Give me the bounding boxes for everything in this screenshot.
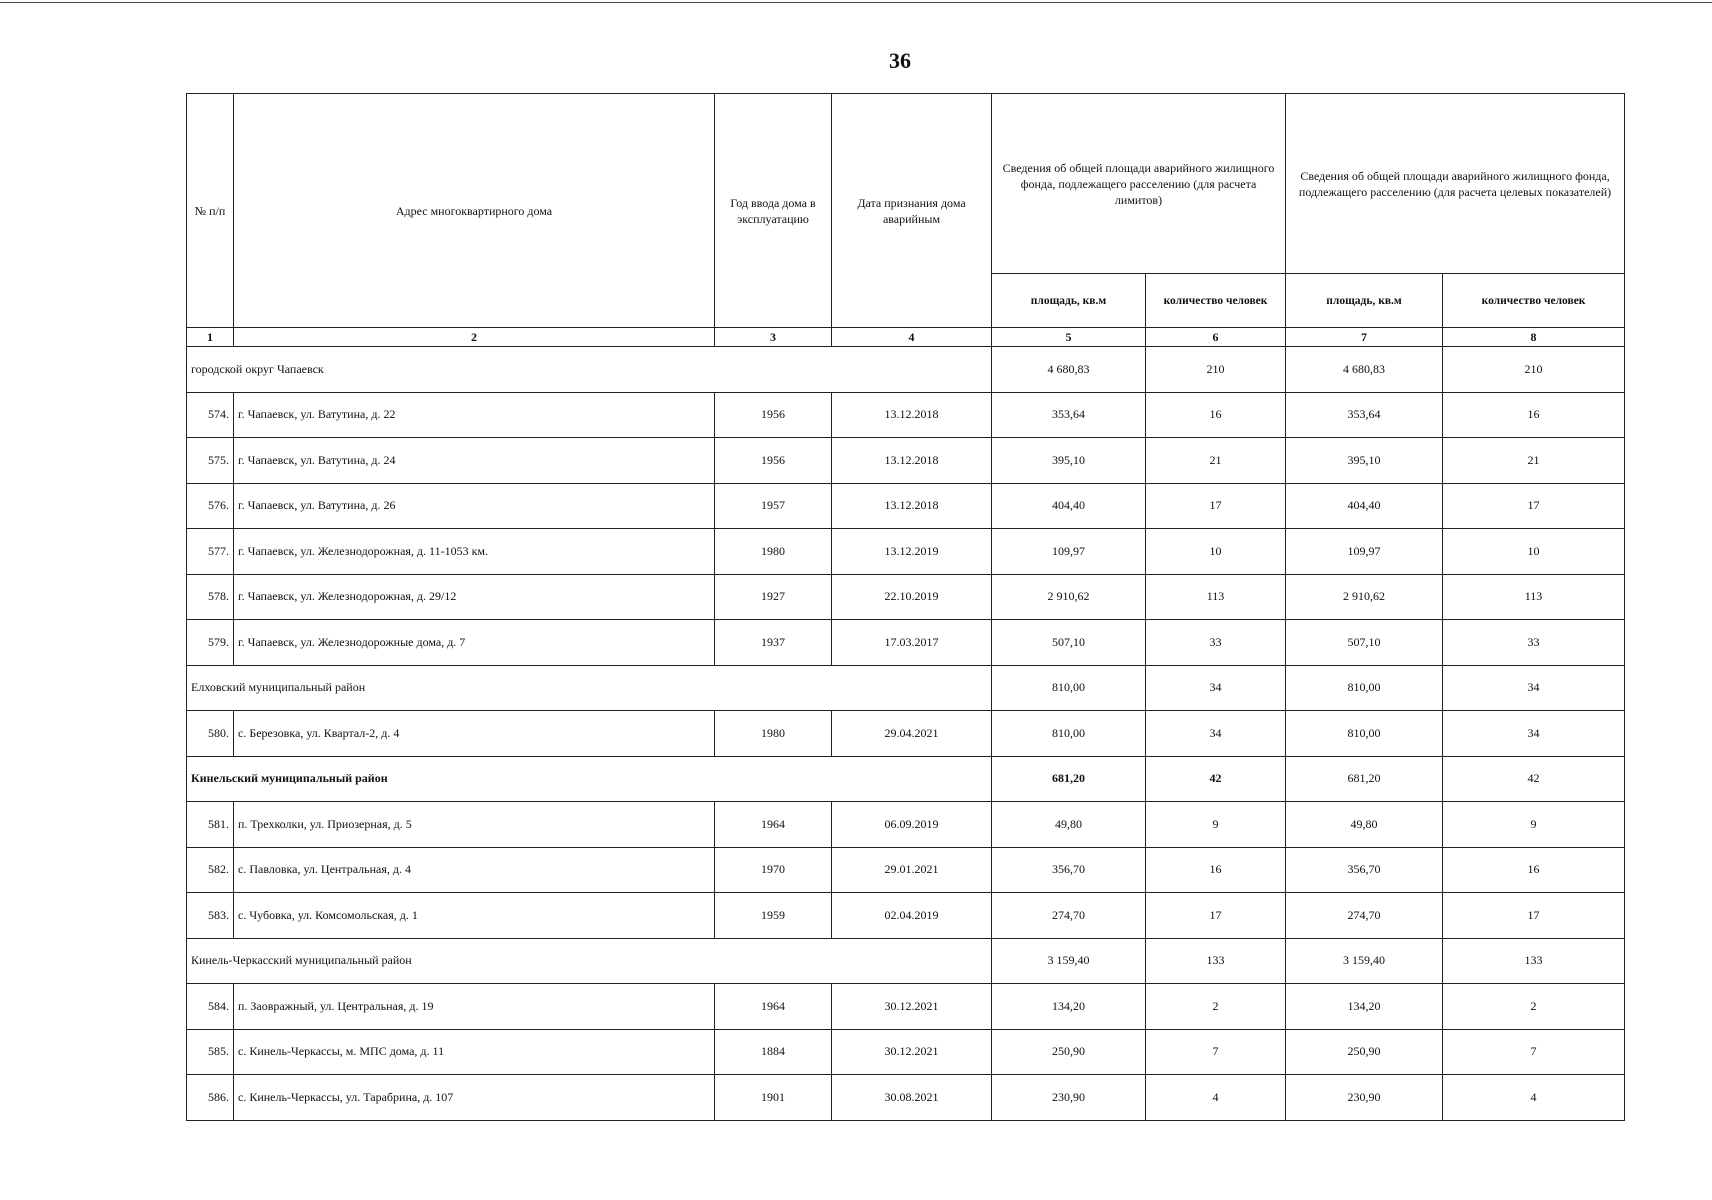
row-area-targets: 810,00 <box>1286 711 1443 757</box>
row-date: 17.03.2017 <box>832 620 992 666</box>
column-number: 4 <box>832 328 992 347</box>
row-people-limits: 33 <box>1146 620 1286 666</box>
column-number: 1 <box>187 328 234 347</box>
table-body <box>187 328 1625 1121</box>
row-number: 578. <box>187 574 234 620</box>
column-number: 5 <box>992 328 1146 347</box>
row-people-limits: 113 <box>1146 574 1286 620</box>
row-address: г. Чапаевск, ул. Железнодорожные дома, д. 7 <box>234 620 715 666</box>
section-name: городской округ Чапаевск <box>187 347 992 393</box>
table-row <box>187 483 1625 529</box>
row-people-targets: 4 <box>1443 1075 1625 1121</box>
row-people-targets: 113 <box>1443 574 1625 620</box>
row-area-targets: 109,97 <box>1286 529 1443 575</box>
section-row <box>187 756 1625 802</box>
section-area-targets: 4 680,83 <box>1286 347 1443 393</box>
row-people-limits: 21 <box>1146 438 1286 484</box>
row-area-limits: 507,10 <box>992 620 1146 666</box>
page-number: 36 <box>889 48 911 73</box>
row-people-targets: 10 <box>1443 529 1625 575</box>
row-date: 30.12.2021 <box>832 1029 992 1075</box>
table-row <box>187 1029 1625 1075</box>
row-people-limits: 16 <box>1146 392 1286 438</box>
row-address: п. Трехколки, ул. Приозерная, д. 5 <box>234 802 715 848</box>
section-name: Кинельский муниципальный район <box>187 756 992 802</box>
section-row <box>187 938 1625 984</box>
table-row <box>187 711 1625 757</box>
row-area-limits: 2 910,62 <box>992 574 1146 620</box>
row-number: 585. <box>187 1029 234 1075</box>
top-rule <box>0 2 1712 3</box>
row-date: 22.10.2019 <box>832 574 992 620</box>
row-address: с. Павловка, ул. Центральная, д. 4 <box>234 847 715 893</box>
column-number: 6 <box>1146 328 1286 347</box>
header-limits-group: Сведения об общей площади аварийного жилищного фонда, подлежащего расселению (для расчета лимитов) <box>992 94 1286 274</box>
column-number: 7 <box>1286 328 1443 347</box>
row-people-targets: 2 <box>1443 984 1625 1030</box>
section-people-limits: 133 <box>1146 938 1286 984</box>
row-area-limits: 49,80 <box>992 802 1146 848</box>
table-row <box>187 1075 1625 1121</box>
table-row <box>187 620 1625 666</box>
row-date: 13.12.2019 <box>832 529 992 575</box>
row-number: 574. <box>187 392 234 438</box>
section-area-limits: 810,00 <box>992 665 1146 711</box>
column-number: 8 <box>1443 328 1625 347</box>
row-people-targets: 7 <box>1443 1029 1625 1075</box>
row-date: 30.12.2021 <box>832 984 992 1030</box>
row-area-targets: 356,70 <box>1286 847 1443 893</box>
row-year: 1964 <box>715 984 832 1030</box>
section-area-limits: 3 159,40 <box>992 938 1146 984</box>
table-row <box>187 847 1625 893</box>
row-people-limits: 4 <box>1146 1075 1286 1121</box>
row-date: 30.08.2021 <box>832 1075 992 1121</box>
row-address: п. Заовражный, ул. Центральная, д. 19 <box>234 984 715 1030</box>
row-date: 13.12.2018 <box>832 438 992 484</box>
row-area-limits: 395,10 <box>992 438 1146 484</box>
row-area-targets: 2 910,62 <box>1286 574 1443 620</box>
header-date: Дата признания дома аварийным <box>832 94 992 328</box>
row-people-limits: 17 <box>1146 893 1286 939</box>
section-row <box>187 347 1625 393</box>
row-address: с. Кинель-Черкассы, м. МПС дома, д. 11 <box>234 1029 715 1075</box>
row-people-limits: 17 <box>1146 483 1286 529</box>
row-area-targets: 353,64 <box>1286 392 1443 438</box>
row-people-targets: 16 <box>1443 847 1625 893</box>
row-area-targets: 134,20 <box>1286 984 1443 1030</box>
row-people-limits: 10 <box>1146 529 1286 575</box>
row-year: 1956 <box>715 392 832 438</box>
row-area-targets: 230,90 <box>1286 1075 1443 1121</box>
row-people-limits: 16 <box>1146 847 1286 893</box>
row-area-targets: 274,70 <box>1286 893 1443 939</box>
row-number: 586. <box>187 1075 234 1121</box>
table-row <box>187 802 1625 848</box>
section-row <box>187 665 1625 711</box>
section-people-targets: 210 <box>1443 347 1625 393</box>
row-area-limits: 404,40 <box>992 483 1146 529</box>
row-number: 581. <box>187 802 234 848</box>
header-area-limits: площадь, кв.м <box>992 274 1146 328</box>
header-people-limits: количество человек <box>1146 274 1286 328</box>
header-year: Год ввода дома в эксплуатацию <box>715 94 832 328</box>
row-year: 1956 <box>715 438 832 484</box>
row-number: 577. <box>187 529 234 575</box>
section-people-limits: 210 <box>1146 347 1286 393</box>
row-area-limits: 250,90 <box>992 1029 1146 1075</box>
row-people-limits: 7 <box>1146 1029 1286 1075</box>
row-number: 576. <box>187 483 234 529</box>
row-area-limits: 356,70 <box>992 847 1146 893</box>
row-area-limits: 274,70 <box>992 893 1146 939</box>
row-date: 13.12.2018 <box>832 392 992 438</box>
row-people-targets: 16 <box>1443 392 1625 438</box>
column-number: 2 <box>234 328 715 347</box>
row-address: г. Чапаевск, ул. Железнодорожная, д. 29/12 <box>234 574 715 620</box>
header-targets-group: Сведения об общей площади аварийного жилищного фонда, подлежащего расселению (для расчета целевых показателей) <box>1286 94 1625 274</box>
row-year: 1970 <box>715 847 832 893</box>
table-row <box>187 529 1625 575</box>
section-area-limits: 4 680,83 <box>992 347 1146 393</box>
header-num: № п/п <box>187 94 234 328</box>
row-year: 1884 <box>715 1029 832 1075</box>
section-people-targets: 42 <box>1443 756 1625 802</box>
row-address: г. Чапаевск, ул. Ватутина, д. 26 <box>234 483 715 529</box>
row-number: 584. <box>187 984 234 1030</box>
header-people-targets: количество человек <box>1443 274 1625 328</box>
row-date: 29.04.2021 <box>832 711 992 757</box>
table-row <box>187 392 1625 438</box>
section-area-targets: 810,00 <box>1286 665 1443 711</box>
row-people-limits: 2 <box>1146 984 1286 1030</box>
row-address: с. Березовка, ул. Квартал-2, д. 4 <box>234 711 715 757</box>
table-header <box>187 94 1625 328</box>
header-area-targets: площадь, кв.м <box>1286 274 1443 328</box>
section-people-limits: 42 <box>1146 756 1286 802</box>
header-address: Адрес многоквартирного дома <box>234 94 715 328</box>
row-year: 1980 <box>715 529 832 575</box>
row-area-limits: 353,64 <box>992 392 1146 438</box>
row-people-targets: 33 <box>1443 620 1625 666</box>
row-area-limits: 109,97 <box>992 529 1146 575</box>
row-area-limits: 810,00 <box>992 711 1146 757</box>
row-year: 1980 <box>715 711 832 757</box>
row-year: 1957 <box>715 483 832 529</box>
row-area-targets: 395,10 <box>1286 438 1443 484</box>
row-number: 582. <box>187 847 234 893</box>
column-number-row <box>187 328 1625 347</box>
row-number: 575. <box>187 438 234 484</box>
row-people-targets: 17 <box>1443 483 1625 529</box>
row-people-targets: 9 <box>1443 802 1625 848</box>
table-row <box>187 574 1625 620</box>
row-number: 580. <box>187 711 234 757</box>
section-name: Елховский муниципальный район <box>187 665 992 711</box>
row-address: г. Чапаевск, ул. Железнодорожная, д. 11-1053 км. <box>234 529 715 575</box>
section-area-limits: 681,20 <box>992 756 1146 802</box>
row-area-limits: 230,90 <box>992 1075 1146 1121</box>
row-people-targets: 34 <box>1443 711 1625 757</box>
row-date: 29.01.2021 <box>832 847 992 893</box>
section-people-limits: 34 <box>1146 665 1286 711</box>
section-people-targets: 34 <box>1443 665 1625 711</box>
row-number: 579. <box>187 620 234 666</box>
row-year: 1959 <box>715 893 832 939</box>
row-people-limits: 34 <box>1146 711 1286 757</box>
section-area-targets: 3 159,40 <box>1286 938 1443 984</box>
resettlement-table <box>186 93 1625 1121</box>
row-address: г. Чапаевск, ул. Ватутина, д. 24 <box>234 438 715 484</box>
section-name: Кинель-Черкасский муниципальный район <box>187 938 992 984</box>
row-year: 1901 <box>715 1075 832 1121</box>
row-people-targets: 21 <box>1443 438 1625 484</box>
row-area-targets: 507,10 <box>1286 620 1443 666</box>
row-address: с. Чубовка, ул. Комсомольская, д. 1 <box>234 893 715 939</box>
row-people-targets: 17 <box>1443 893 1625 939</box>
table-row <box>187 438 1625 484</box>
row-area-limits: 134,20 <box>992 984 1146 1030</box>
row-number: 583. <box>187 893 234 939</box>
row-year: 1927 <box>715 574 832 620</box>
row-year: 1937 <box>715 620 832 666</box>
row-area-targets: 404,40 <box>1286 483 1443 529</box>
row-people-limits: 9 <box>1146 802 1286 848</box>
row-date: 13.12.2018 <box>832 483 992 529</box>
row-year: 1964 <box>715 802 832 848</box>
row-area-targets: 250,90 <box>1286 1029 1443 1075</box>
section-people-targets: 133 <box>1443 938 1625 984</box>
row-date: 02.04.2019 <box>832 893 992 939</box>
row-area-targets: 49,80 <box>1286 802 1443 848</box>
column-number: 3 <box>715 328 832 347</box>
row-address: с. Кинель-Черкассы, ул. Тарабрина, д. 107 <box>234 1075 715 1121</box>
row-date: 06.09.2019 <box>832 802 992 848</box>
row-address: г. Чапаевск, ул. Ватутина, д. 22 <box>234 392 715 438</box>
section-area-targets: 681,20 <box>1286 756 1443 802</box>
table-row <box>187 893 1625 939</box>
table-row <box>187 984 1625 1030</box>
